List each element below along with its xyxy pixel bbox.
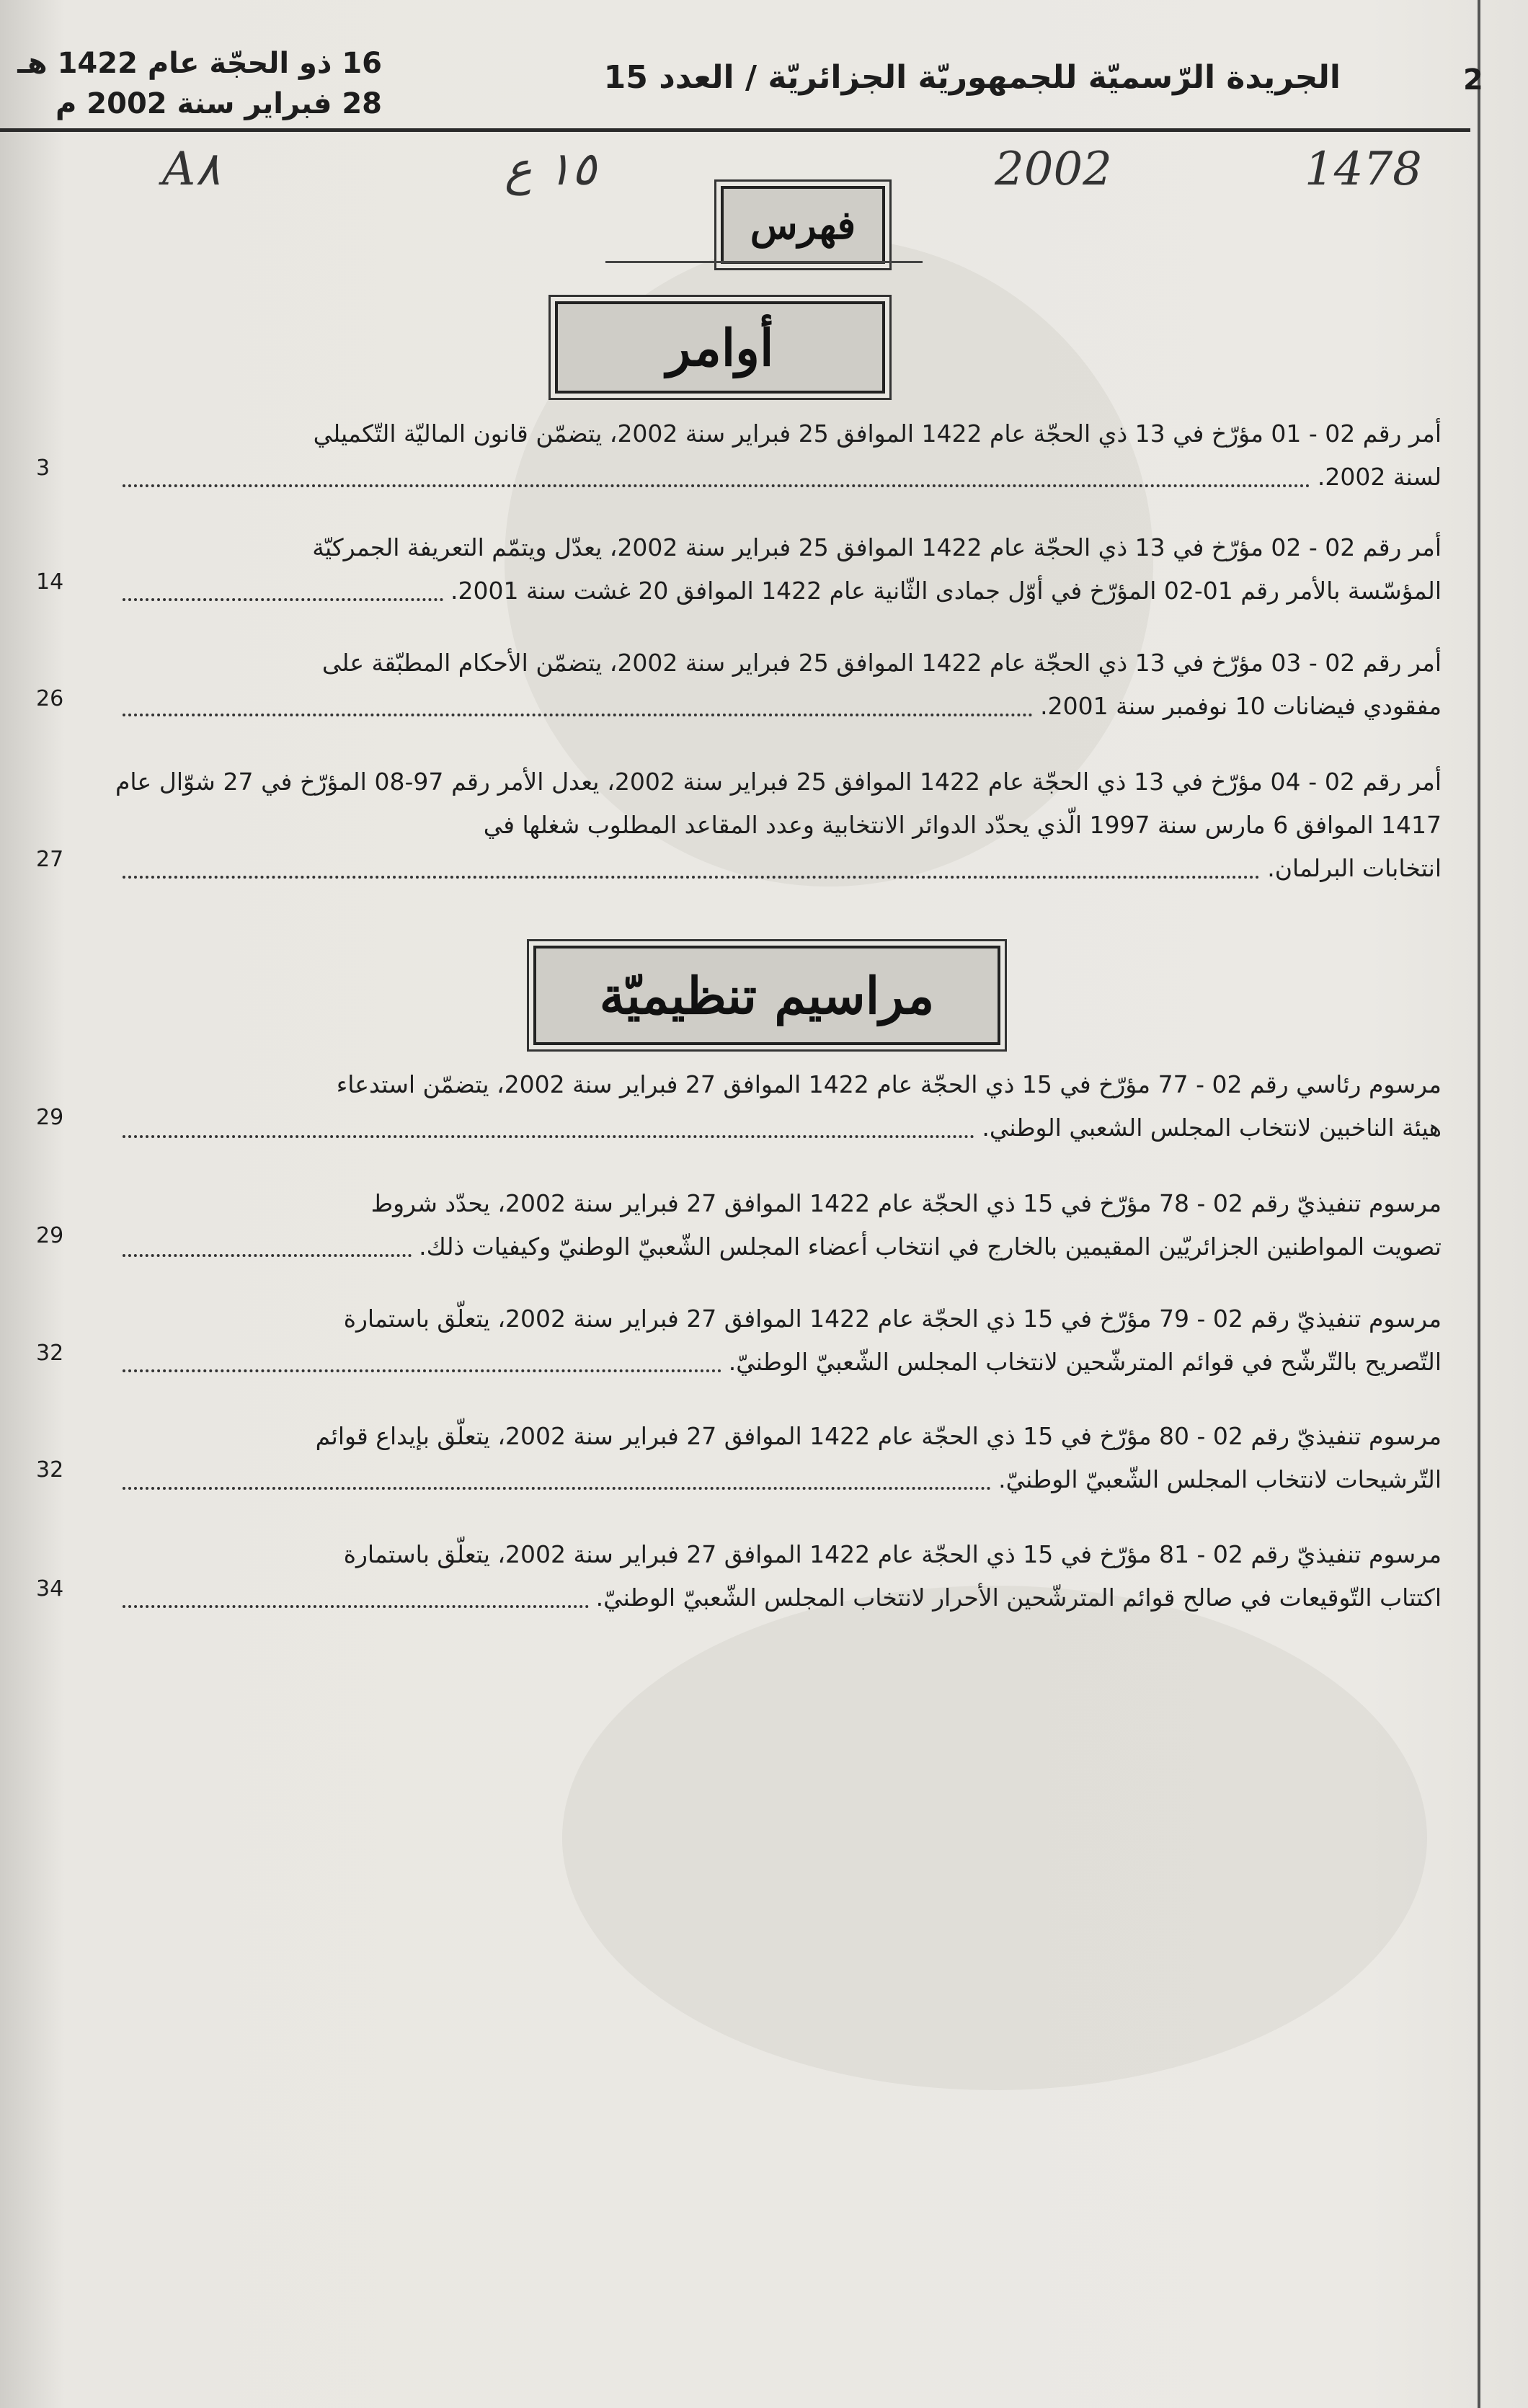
entry-last-line: اكتتاب التّوقيعات في صالح قوائم المترشّحين الأحرار لانتخاب المجلس الشّعبيّ الوطنيّ. [595, 1583, 1442, 1612]
entry-last-line: مفقودي فيضانات 10 نوفمبر سنة 2001. [1040, 692, 1442, 720]
section-heading-box [555, 301, 885, 394]
entry-text: أمر رقم 02 - 03 مؤرّخ في 13 ذي الحجّة عام 1422 الموافق 25 فبراير سنة 2002، يتضمّن الأحكام المطبّقة على [321, 649, 1442, 677]
entry-text: أمر رقم 02 - 01 مؤرّخ في 13 ذي الحجّة عام 1422 الموافق 25 فبراير سنة 2002، يتضمّن قانون الماليّة التّكميلي [313, 419, 1442, 448]
page-ref[interactable]: 32 [36, 1457, 64, 1483]
handwritten-note-year: 2002 [995, 143, 1112, 196]
page-ref[interactable]: 29 [36, 1105, 64, 1130]
dot-leader [123, 1576, 589, 1608]
page-ref[interactable]: 32 [36, 1341, 64, 1366]
entry-text: مرسوم تنفيذيّ رقم 02 - 81 مؤرّخ في 15 ذي الحجّة عام 1422 الموافق 27 فبراير سنة 2002، يتعلّق باستمارة [343, 1540, 1442, 1568]
handwritten-note-left: A٨ [162, 143, 221, 196]
page-header [0, 35, 1528, 135]
page-ref[interactable]: 27 [36, 847, 64, 872]
toc-entry[interactable] [115, 1415, 1442, 1501]
page-ref[interactable]: 26 [36, 686, 64, 711]
section-heading-box [533, 946, 1000, 1045]
entry-last-line: انتخابات البرلمان. [1267, 854, 1442, 882]
toc-entry[interactable] [115, 526, 1442, 613]
issue-date [7, 43, 382, 124]
entry-last-line: المؤسّسة بالأمر رقم 01-02 المؤرّخ في أوّل جمادى الثّانية عام 1422 الموافق 20 غشت سنة 2001. [450, 577, 1442, 605]
index-title-box [721, 186, 885, 264]
toc-entry[interactable] [115, 1533, 1442, 1620]
dot-leader [123, 1106, 974, 1138]
dot-leader [123, 847, 1260, 879]
toc-entry[interactable] [115, 641, 1442, 728]
dot-leader [123, 685, 1033, 716]
page-ref[interactable]: 3 [36, 456, 50, 481]
entry-text: مرسوم تنفيذيّ رقم 02 - 80 مؤرّخ في 15 ذي الحجّة عام 1422 الموافق 27 فبراير سنة 2002، يتعلّق بإيداع قوائم [315, 1422, 1442, 1450]
journal-title: الجريدة الرّسميّة للجمهوريّة الجزائريّة / العدد 15 [603, 59, 1341, 96]
entry-last-line: لسنة 2002. [1317, 463, 1442, 491]
dot-leader [123, 1458, 991, 1490]
entry-last-line: تصويت المواطنين الجزائريّين المقيمين بالخارج في انتخاب أعضاء المجلس الشّعبيّ الوطنيّ وكيفيات ذلك. [419, 1232, 1442, 1261]
section-heading: أوامر [666, 317, 774, 378]
page-ref[interactable]: 34 [36, 1576, 64, 1601]
dot-leader [123, 456, 1310, 487]
entry-text: أمر رقم 02 - 04 مؤرّخ في 13 ذي الحجّة عام 1422 الموافق 25 فبراير سنة 2002، يعدل الأمر رقم 97-08 المؤرّخ في 27 شوّال عام 1417 الموافق 6 مارس سنة 1997 الّذي يحدّد الدوائر الانتخابية وعدد المقاعد المطلوب شغلها في [115, 768, 1442, 839]
index-title: فهرس [750, 202, 856, 248]
entry-last-line: التّصريح بالتّرشّح في قوائم المترشّحين لانتخاب المجلس الشّعبيّ الوطنيّ. [728, 1348, 1442, 1376]
bleed-through-stain [562, 1586, 1427, 2090]
toc-entry[interactable] [115, 412, 1442, 499]
entry-text: مرسوم تنفيذيّ رقم 02 - 79 مؤرّخ في 15 ذي الحجّة عام 1422 الموافق 27 فبراير سنة 2002، يتعلّق باستمارة [343, 1305, 1442, 1333]
toc-entry[interactable] [115, 1063, 1442, 1150]
page-number: 2 [1463, 63, 1483, 97]
entry-last-line: التّرشيحات لانتخاب المجلس الشّعبيّ الوطنيّ. [998, 1465, 1442, 1493]
dot-leader [123, 569, 443, 601]
right-margin-line [1478, 0, 1480, 2408]
gregorian-date: 28 فبراير سنة 2002 م [55, 87, 382, 120]
entry-text: مرسوم رئاسي رقم 02 - 77 مؤرّخ في 15 ذي الحجّة عام 1422 الموافق 27 فبراير سنة 2002، يتضمّن استدعاء [336, 1070, 1442, 1098]
handwritten-note-ref: 1478 [1305, 143, 1422, 196]
header-rule [0, 128, 1470, 132]
page-ref[interactable]: 29 [36, 1223, 64, 1248]
dot-leader [123, 1225, 412, 1257]
title-underline [605, 261, 923, 263]
dot-leader [123, 1341, 721, 1372]
section-heading: مراسيم تنظيميّة [599, 965, 935, 1026]
entry-text: أمر رقم 02 - 02 مؤرّخ في 13 ذي الحجّة عام 1422 الموافق 25 فبراير سنة 2002، يعدّل ويتمّم التعريفة الجمركيّة [312, 533, 1442, 561]
entry-last-line: هيئة الناخبين لانتخاب المجلس الشعبي الوطني. [982, 1114, 1442, 1142]
handwritten-note-issue: ١٥ ع [505, 143, 597, 196]
toc-entry[interactable] [115, 1297, 1442, 1384]
entry-text: مرسوم تنفيذيّ رقم 02 - 78 مؤرّخ في 15 ذي الحجّة عام 1422 الموافق 27 فبراير سنة 2002، يحدّد شروط [370, 1189, 1442, 1217]
hijri-date: 16 ذو الحجّة عام 1422 هـ [17, 47, 382, 80]
page-ref[interactable]: 14 [36, 569, 64, 595]
toc-entry[interactable] [115, 760, 1442, 890]
toc-entry[interactable] [115, 1182, 1442, 1269]
